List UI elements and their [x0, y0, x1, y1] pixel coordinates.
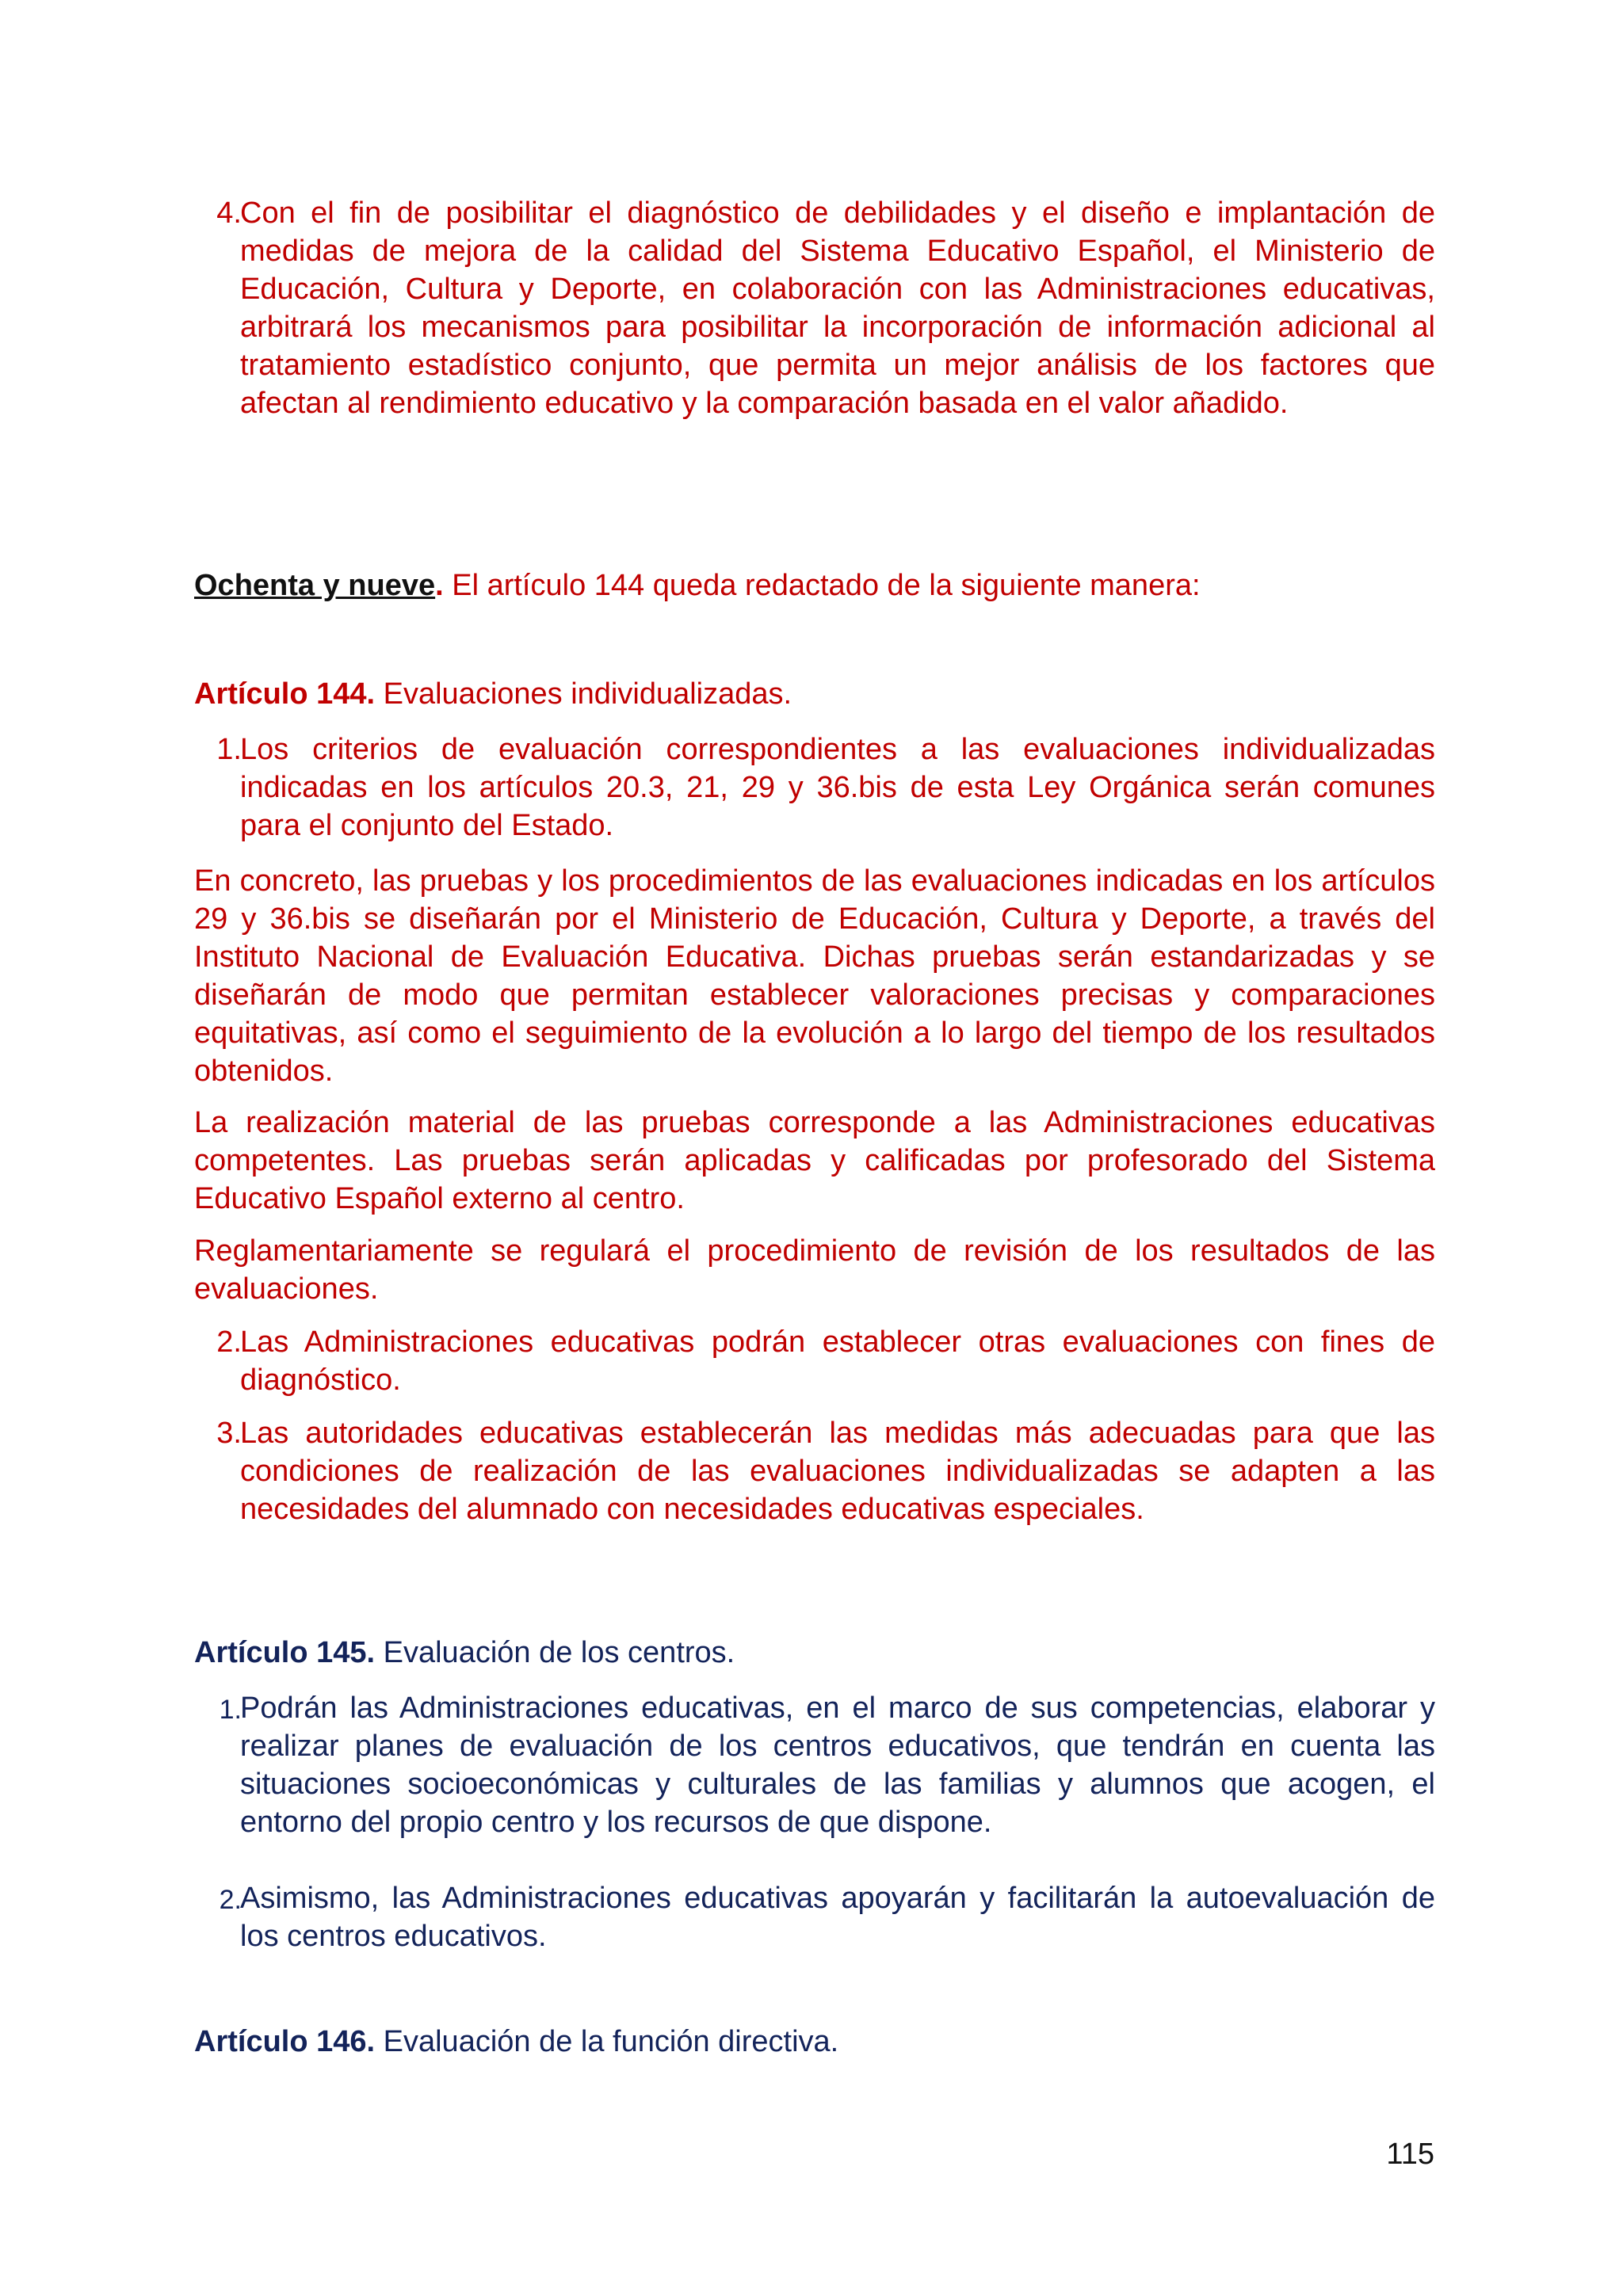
list-number: 1. [216, 733, 242, 766]
article-146-label: Artículo 146. [194, 2025, 376, 2058]
list-item-text: Los criterios de evaluación correspondientes a las evaluaciones individualizadas indicadas en los artículos 20.3, 21, 29 y 36.bis de esta Ley Orgánica serán comunes para el conjunto del Estado. [240, 733, 1435, 842]
article-146-heading [194, 2023, 838, 2061]
paragraph: La realización material de las pruebas corresponde a las Administraciones educativas competentes. Las pruebas serán aplicadas y calificadas por profesorado del Sistema Educativo Español externo al centro. [194, 1106, 1435, 1215]
paragraph: En concreto, las pruebas y los procedimientos de las evaluaciones indicadas en los artículos 29 y 36.bis se diseñarán por el Ministerio de Educación, Cultura y Deporte, a través del Instituto Nacional de Evaluación Educativa. Dichas pruebas serán estandarizadas y se diseñarán de modo que permitan establecer valoraciones precisas y comparaciones equitativas, así como el seguimiento de la evolución a lo largo del tiempo de los resultados obtenidos. [194, 864, 1435, 1088]
article-145-title: Evaluación de los centros. [375, 1636, 735, 1669]
amendment-heading [194, 566, 1201, 605]
list-item-text: Asimismo, las Administraciones educativas apoyarán y facilitarán la autoevaluación de los centros educativos. [240, 1882, 1435, 1953]
page-number: 115 [1386, 2138, 1434, 2171]
amendment-text: El artículo 144 queda redactado de la siguiente manera: [443, 569, 1201, 602]
article-144-heading [194, 675, 792, 713]
list-number: 4. [216, 196, 242, 230]
article-145-heading [194, 1634, 735, 1672]
list-number: 2. [216, 1325, 242, 1359]
article-144-label: Artículo 144. [194, 677, 376, 711]
list-number: 3. [216, 1417, 242, 1450]
article-145-label: Artículo 145. [194, 1636, 376, 1669]
article-144-title: Evaluaciones individualizadas. [375, 677, 792, 711]
list-item-text: Las autoridades educativas establecerán las medidas más adecuadas para que las condiciones de realización de las evaluaciones individualizadas se adapten a las necesidades del alumnado con necesidades educativas especiales. [240, 1417, 1435, 1526]
list-item-text: Con el fin de posibilitar el diagnóstico de debilidades y el diseño e implantación de medidas de mejora de la calidad del Sistema Educativo Español, el Ministerio de Educación, Cultura y Deporte, en colaboración con las Administraciones educativas, arbitrará los mecanismos para posibilitar la incorporación de información adicional al tratamiento estadístico conjunto, que permita un mejor análisis de los factores que afectan al rendimiento educativo y la comparación basada en el valor añadido. [240, 196, 1435, 420]
list-number: 1. [219, 1695, 242, 1725]
list-number: 2. [219, 1885, 242, 1915]
amendment-punct: . [435, 569, 444, 602]
article-146-title: Evaluación de la función directiva. [375, 2025, 839, 2058]
paragraph: Reglamentariamente se regulará el procedimiento de revisión de los resultados de las evaluaciones. [194, 1234, 1435, 1306]
list-item-text: Las Administraciones educativas podrán establecer otras evaluaciones con fines de diagnóstico. [240, 1325, 1435, 1397]
amendment-label: Ochenta y nueve [194, 569, 436, 602]
list-item-text: Podrán las Administraciones educativas, en el marco de sus competencias, elaborar y realizar planes de evaluación de los centros educativos, que tendrán en cuenta las situaciones socioeconómicas y culturales de las familias y alumnos que acogen, el entorno del propio centro y los recursos de que dispone. [240, 1691, 1435, 1839]
